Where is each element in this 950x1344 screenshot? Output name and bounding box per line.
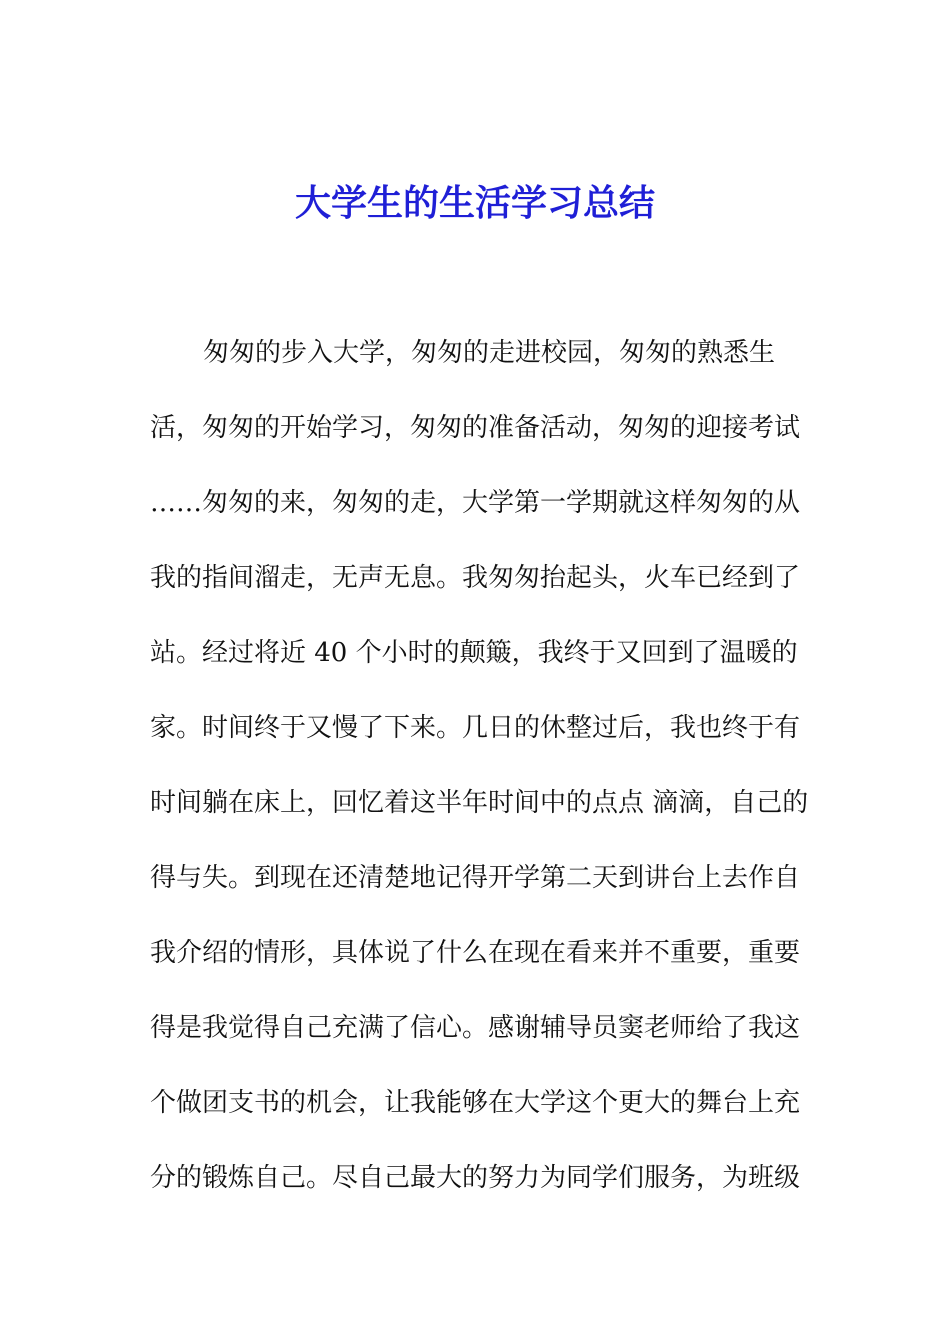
paragraph-line: 活，匆匆的开始学习，匆匆的准备活动，匆匆的迎接考试 xyxy=(150,413,801,443)
paragraph-line: 匆匆的步入大学，匆匆的走进校园，匆匆的熟悉生 xyxy=(203,338,776,368)
paragraph-line: 我介绍的情形，具体说了什么在现在看来并不重要，重要 xyxy=(150,938,801,968)
paragraph-line: 时间躺在床上，回忆着这半年时间中的点点 滴滴，自己的 xyxy=(150,788,809,818)
paragraph-line: 我的指间溜走，无声无息。我匆匆抬起头，火车已经到了 xyxy=(150,563,801,593)
paragraph-line: 站。经过将近 40 个小时的颠簸，我终于又回到了温暖的 xyxy=(150,638,798,668)
paragraph-line: ……匆匆的来，匆匆的走，大学第一学期就这样匆匆的从 xyxy=(150,488,801,518)
paragraph-line: 分的锻炼自己。尽自己最大的努力为同学们服务，为班级 xyxy=(150,1163,801,1193)
document-title: 大学生的生活学习总结 xyxy=(294,182,655,224)
paragraph-line: 个做团支书的机会，让我能够在大学这个更大的舞台上充 xyxy=(150,1088,801,1118)
paragraph-line: 得是我觉得自己充满了信心。感谢辅导员窦老师给了我这 xyxy=(150,1013,801,1043)
body-paragraph xyxy=(150,330,810,1230)
paragraph-line: 家。时间终于又慢了下来。几日的休整过后，我也终于有 xyxy=(150,713,801,743)
paragraph-line: 得与失。到现在还清楚地记得开学第二天到讲台上去作自 xyxy=(150,863,801,893)
